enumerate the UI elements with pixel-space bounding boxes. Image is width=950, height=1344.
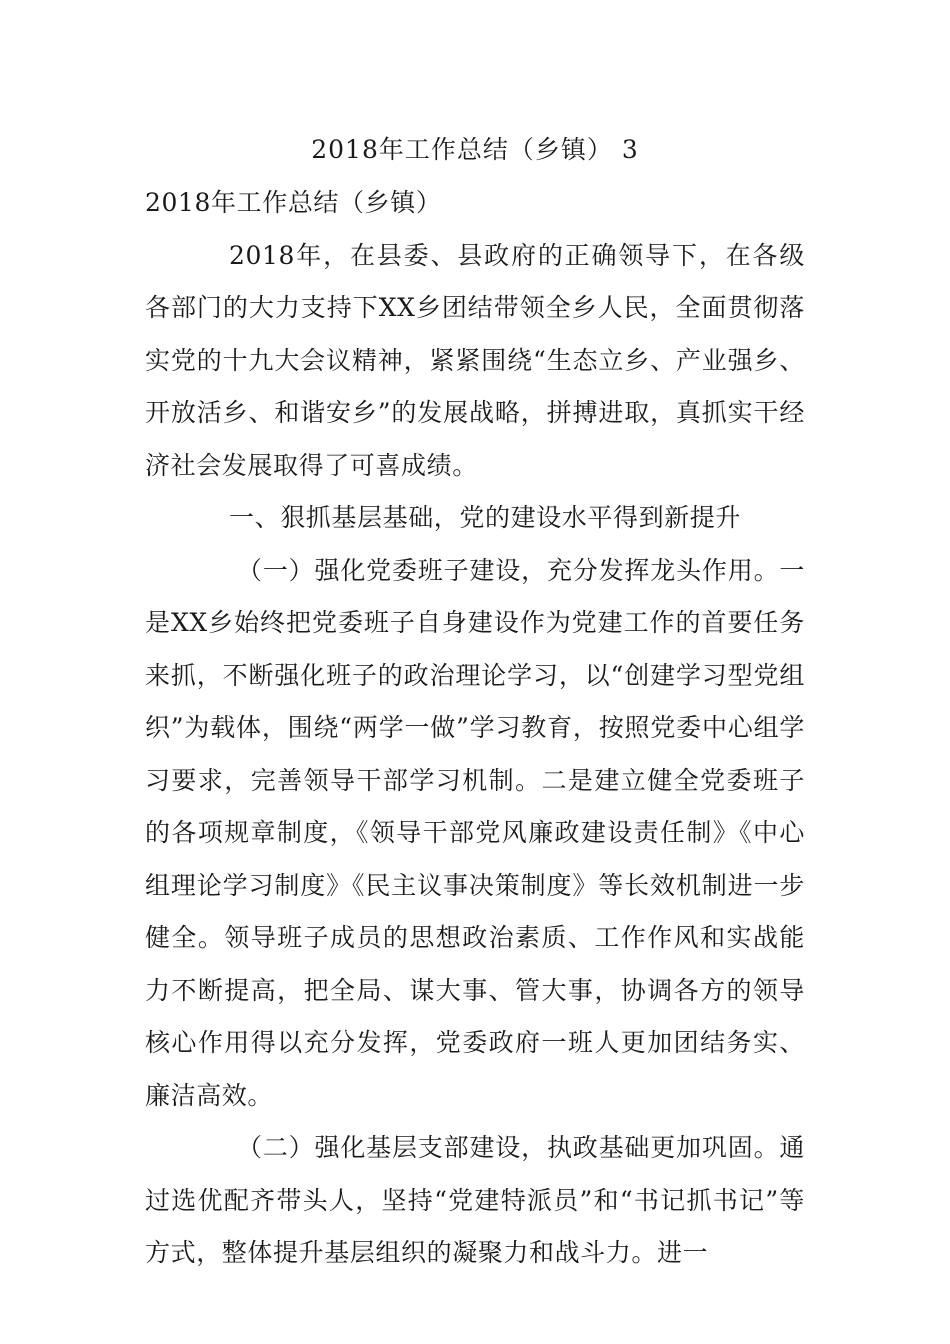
document-title: 2018年工作总结（乡镇） 3 [311, 135, 639, 164]
paragraph-grassroots-branch: （二）强化基层支部建设，执政基础更加巩固。通过选优配齐带头人，坚持“党建特派员”和“书记抓书记”等方式，整体提升基层组织的凝聚力和战斗力。进一 [145, 1133, 805, 1267]
section-heading-1: 一、狠抓基层基础，党的建设水平得到新提升 [229, 503, 742, 532]
paragraph-intro: 2018年，在县委、县政府的正确领导下，在各级各部门的大力支持下XX乡团结带领全乡人民，全面贯彻落实党的十九大会议精神，紧紧围绕“生态立乡、产业强乡、开放活乡、和谐安乡”的发展战略，拼搏进取，真抓实干经济社会发展取得了可喜成绩。 [145, 240, 805, 480]
document-subtitle: 2018年工作总结（乡镇） [145, 188, 442, 217]
paragraph-party-committee: （一）强化党委班子建设，充分发挥龙头作用。一是XX乡始终把党委班子自身建设作为党建工作的首要任务来抓，不断强化班子的政治理论学习，以“创建学习型党组织”为载体，围绕“两学一做”学习教育，按照党委中心组学习要求，完善领导干部学习机制。二是建立健全党委班子的各项规章制度，《领导干部党风廉政建设责任制》《中心组理论学习制度》《民主议事决策制度》等长效机制进一步健全。领导班子成员的思想政治素质、工作作风和实战能力不断提高，把全局、谋大事、管大事，协调各方的领导核心作用得以充分发挥，党委政府一班人更加团结务实、廉洁高效。 [145, 555, 805, 1110]
document-body [145, 177, 805, 1280]
